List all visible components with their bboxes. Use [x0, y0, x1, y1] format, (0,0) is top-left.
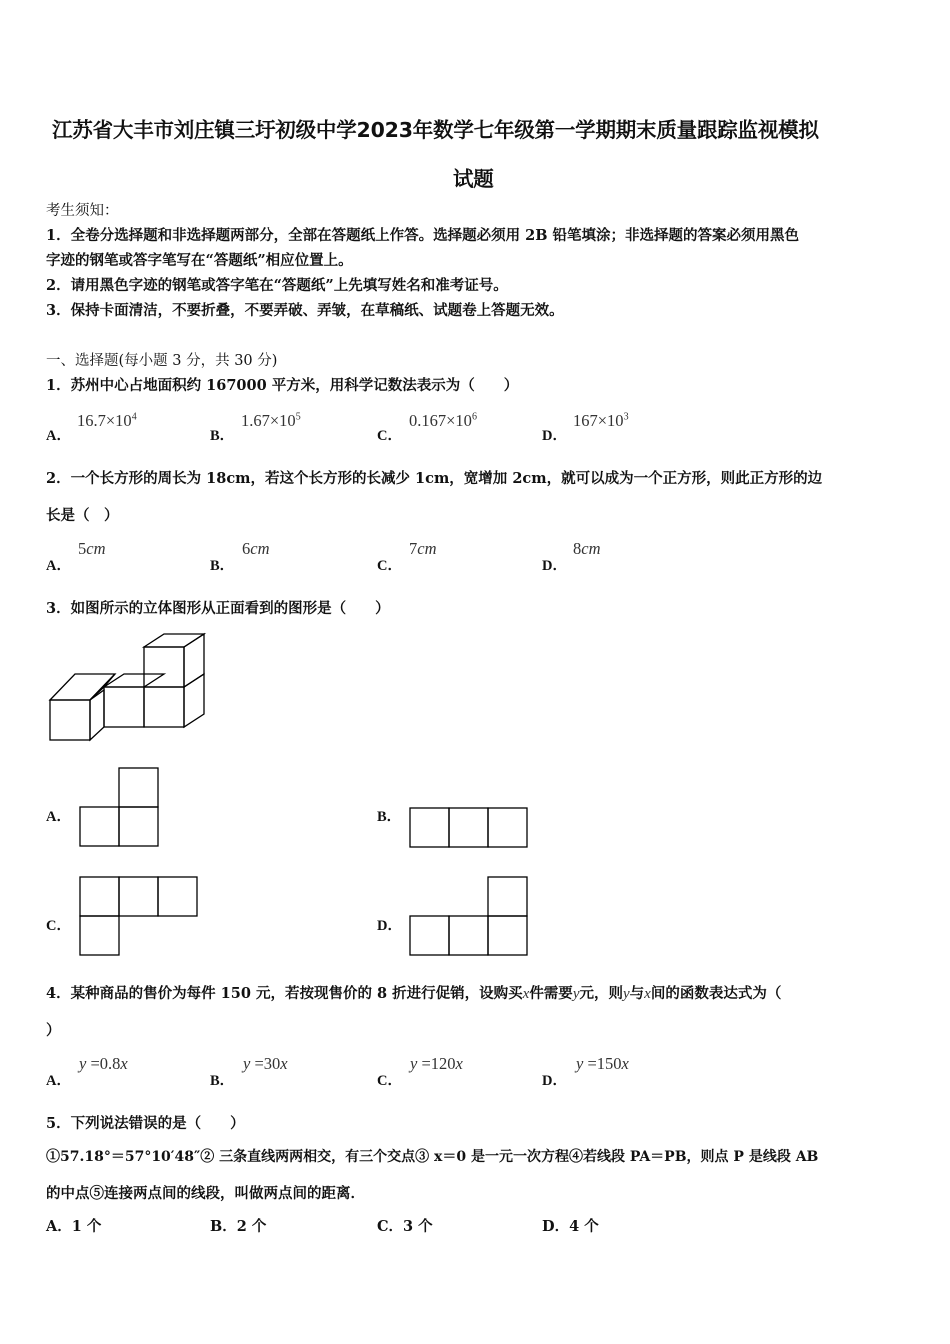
q3-option-label-c: C．: [46, 918, 71, 934]
q1-option-label: A．: [46, 428, 71, 444]
q4-stem-line1: 4．某种商品的售价为每件 150 元，若按现售价的 8 折进行促销，设购买x件需要y元，则y与x间的函数表达式为（: [46, 985, 782, 1002]
q4-option-label: D．: [542, 1073, 567, 1089]
q5-option-c: C．3 个: [377, 1218, 433, 1235]
notice-line-1: 1．全卷分选择题和非选择题两部分，全部在答题纸上作答。选择题必须用 2B 铅笔填涂；非选择题的答案必须用黑色: [46, 227, 800, 244]
q4-stem-line2: ）: [46, 1022, 61, 1039]
notice-line-3: 3．保持卡面清洁，不要折叠，不要弄破、弄皱，在草稿纸、试题卷上答题无效。: [46, 302, 564, 319]
q4-option-label: A．: [46, 1073, 71, 1089]
q5-option-a: A．1 个: [46, 1218, 102, 1235]
q2-stem-line2: 长是（ ）: [46, 507, 119, 524]
q2-option-value: 6cm: [242, 539, 270, 558]
page-title-line2: 试题: [453, 167, 494, 191]
q4-option-value: y =120x: [410, 1054, 463, 1073]
q2-option-value: 7cm: [409, 539, 437, 558]
q1-option-value: $1.67\times 10^5$: [241, 411, 301, 430]
section-heading: 一、选择题(每小题 3 分，共 30 分): [46, 353, 278, 369]
q4-option-value: y =150x: [576, 1054, 629, 1073]
q4-option-label: B．: [210, 1073, 235, 1089]
q1-option-value: $167\times 10^3$: [573, 411, 629, 430]
q5-option-b: B．2 个: [210, 1218, 267, 1235]
q4-option-label: C．: [377, 1073, 402, 1089]
q2-option-value: 8cm: [573, 539, 601, 558]
q1-option-value: $0.167\times 10^6$: [409, 411, 477, 430]
notice-heading: 考生须知：: [46, 203, 119, 219]
q2-stem-line1: 2．一个长方形的周长为 18cm，若这个长方形的长减少 1cm，宽增加 2cm，就可以成为一个正方形，则此正方形的边: [46, 470, 823, 487]
q2-option-label: A．: [46, 558, 71, 574]
q1-option-label: C．: [377, 428, 402, 444]
q4-option-value: y =30x: [243, 1054, 288, 1073]
q1-option-value: $16.7\times 10^4$: [77, 411, 137, 430]
q3-option-label-b: B．: [377, 809, 402, 825]
q1-option-label: B．: [210, 428, 235, 444]
notice-line-2: 2．请用黑色字迹的钢笔或答字笔在“答题纸”上先填写姓名和准考证号。: [46, 277, 508, 294]
q2-option-label: B．: [210, 558, 235, 574]
q5-statement-line1: ①57.18°＝57°10′48″② 三条直线两两相交，有三个交点③ x＝0 是一元一次方程④若线段 PA＝PB，则点 P 是线段 AB: [46, 1149, 819, 1165]
q1-option-label: D．: [542, 428, 567, 444]
q2-option-label: C．: [377, 558, 402, 574]
q2-option-label: D．: [542, 558, 567, 574]
q5-stem: 5．下列说法错误的是（ ）: [46, 1115, 245, 1132]
q5-option-d: D．4 个: [542, 1218, 599, 1235]
q4-option-value: y =0.8x: [79, 1054, 128, 1073]
q2-option-value: 5cm: [78, 539, 106, 558]
q3-stem: 3．如图所示的立体图形从正面看到的图形是（ ）: [46, 600, 390, 617]
q3-option-label-d: D．: [377, 918, 402, 934]
page-title: 江苏省大丰市刘庄镇三圩初级中学2023年数学七年级第一学期期末质量跟踪监视模拟: [52, 118, 819, 142]
q5-statement-line2: 的中点⑤连接两点间的线段，叫做两点间的距离．: [46, 1185, 365, 1202]
notice-line-1b: 字迹的钢笔或答字笔写在“答题纸”相应位置上。: [46, 252, 353, 269]
q3-option-label-a: A．: [46, 809, 71, 825]
q1-stem: 1．苏州中心占地面积约 167000 平方米，用科学记数法表示为（ ）: [46, 377, 519, 394]
